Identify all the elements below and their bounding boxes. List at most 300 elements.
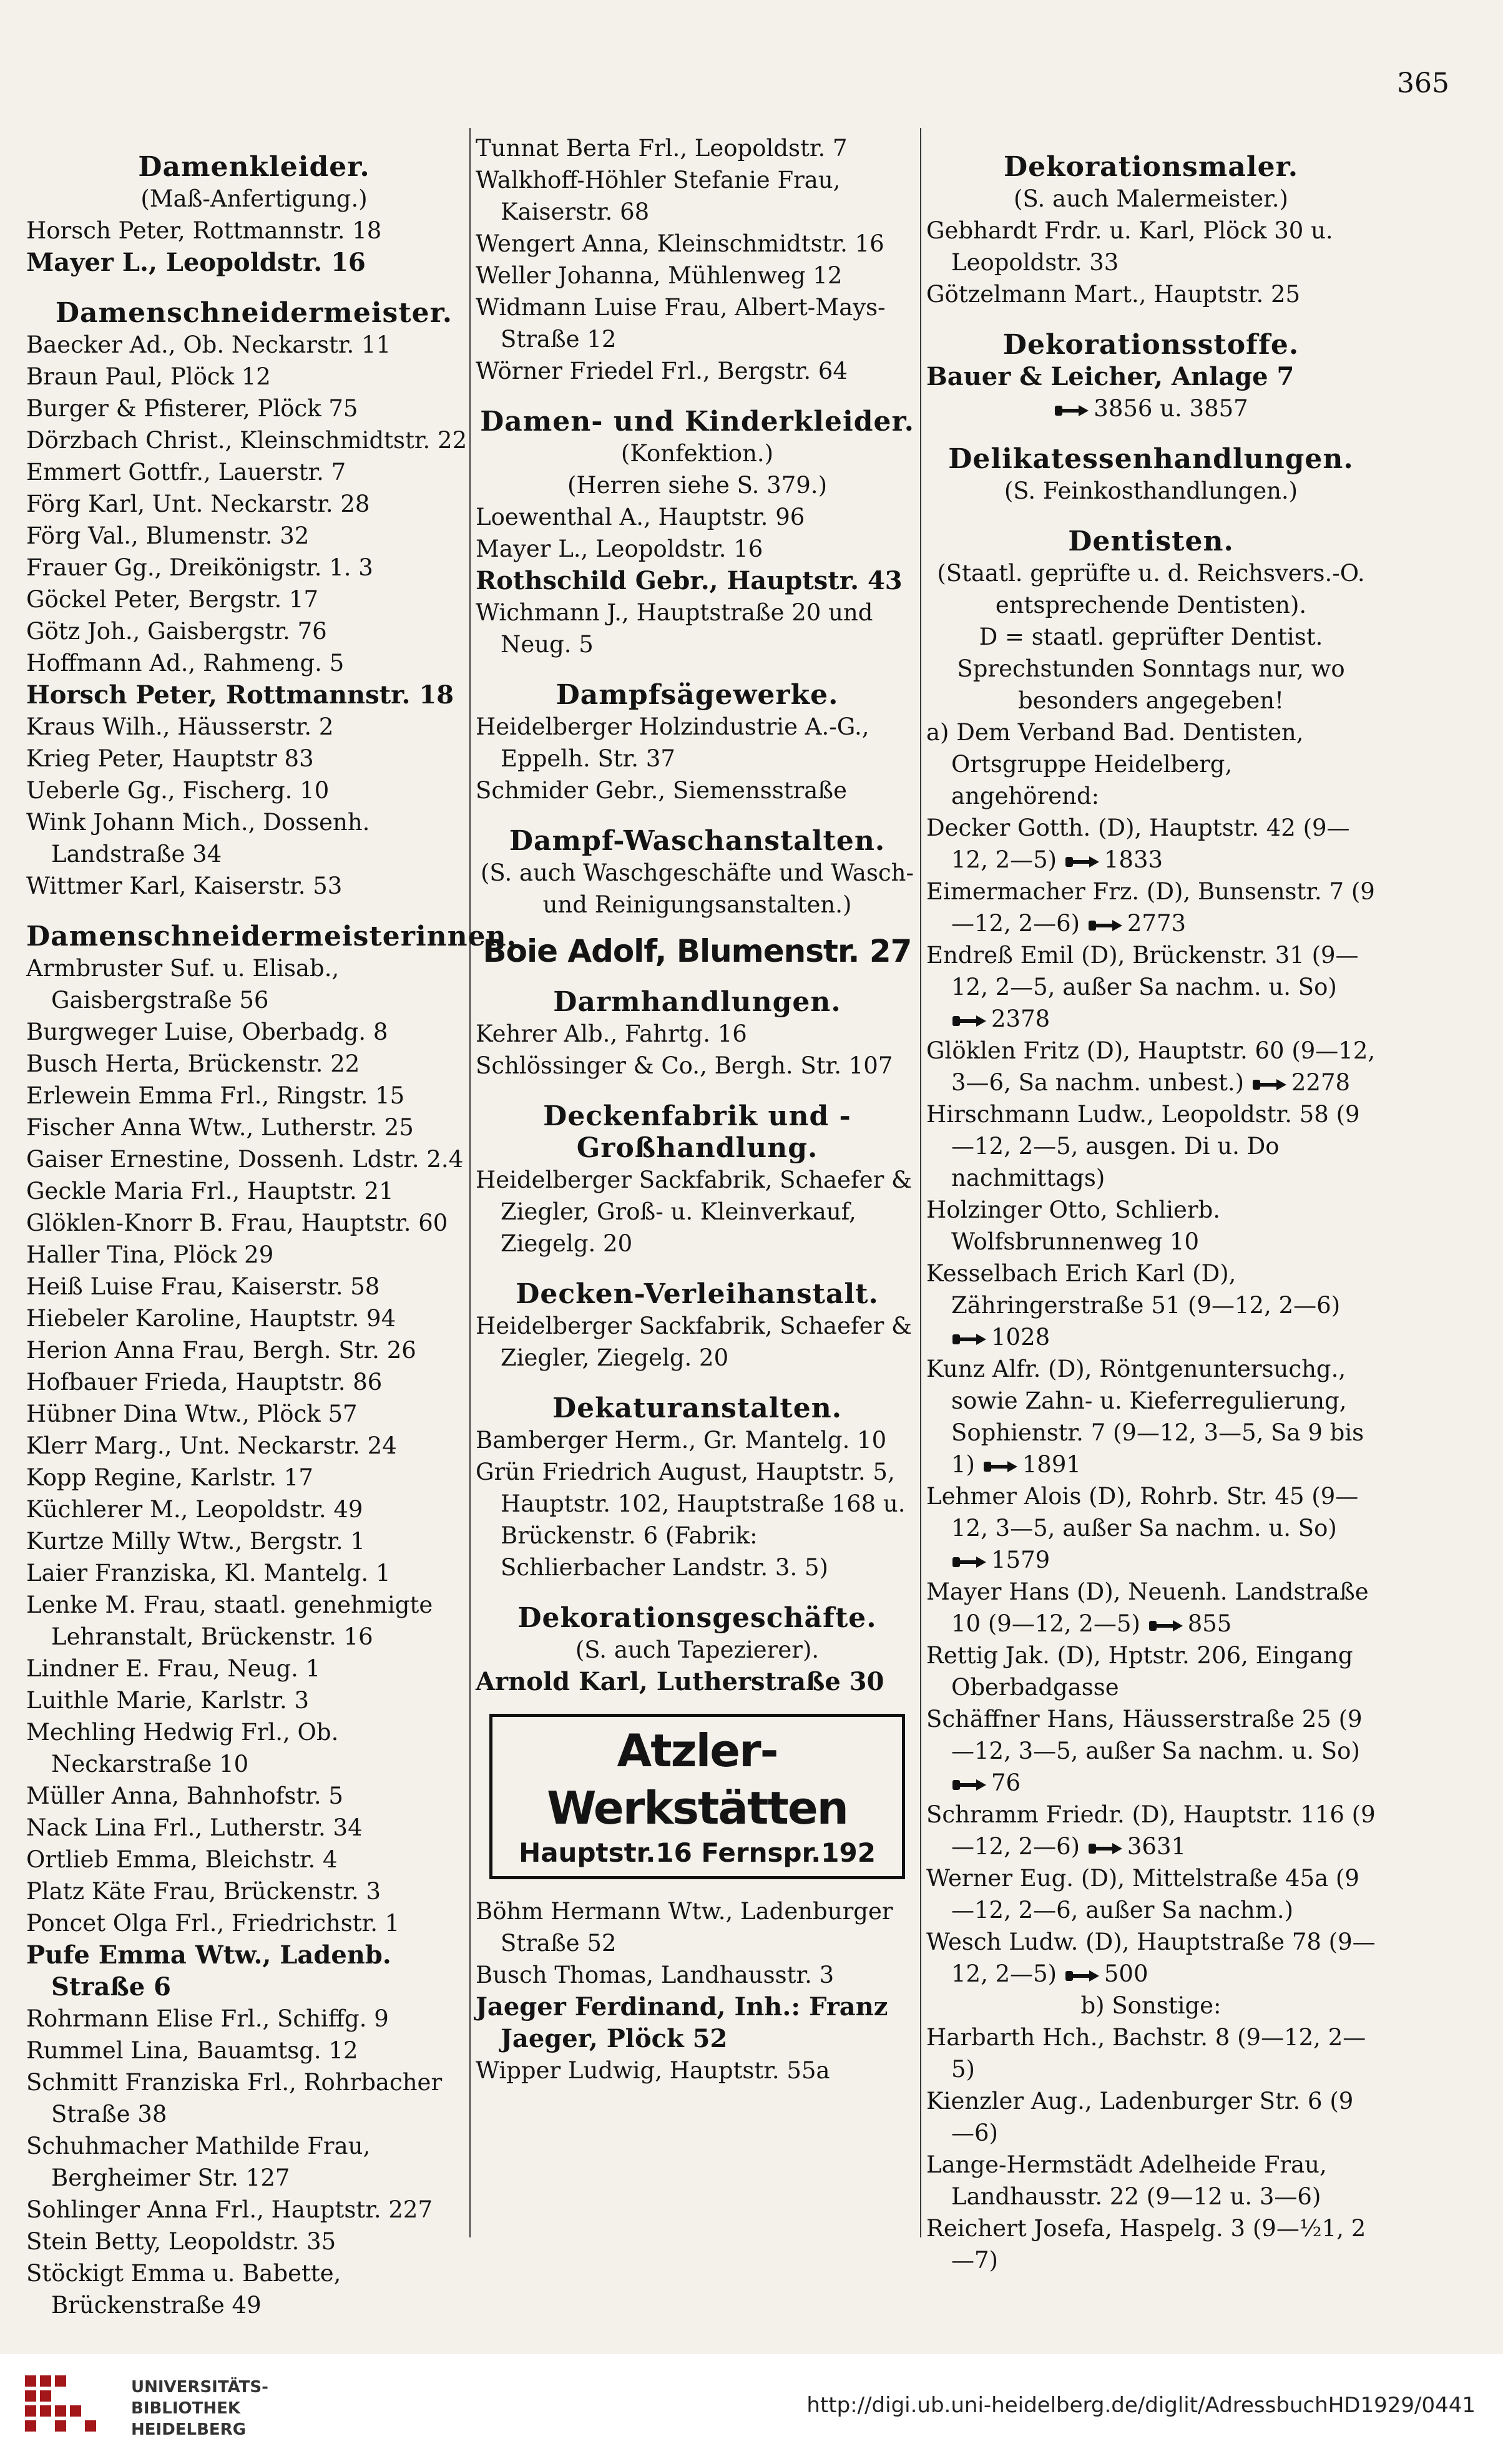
phone-number [1251, 1069, 1350, 1096]
directory-entry [476, 260, 919, 291]
entry-text: Stein Betty, Leopoldstr. 35 [26, 2228, 336, 2255]
directory-entry [26, 1303, 482, 1334]
logo-line: BIBLIOTHEK [131, 2399, 241, 2418]
directory-entry-bold [476, 1666, 919, 1698]
section-heading [926, 443, 1376, 475]
phone-number [1064, 846, 1163, 873]
directory-entry [26, 1080, 482, 1112]
phone-number-text: 2773 [1127, 910, 1187, 937]
phone-number-text: 1579 [991, 1547, 1050, 1573]
entry-text: Heidelberger Holzindustrie A.-G., Eppelh. Str. 37 [476, 713, 869, 772]
section-heading-text: Deckenfabrik und -Großhandlung. [543, 1100, 851, 1164]
entry-text: Braun Paul, Plöck 12 [26, 363, 271, 390]
directory-entry [926, 1703, 1376, 1799]
directory-entry [476, 291, 919, 355]
directory-entry [476, 1895, 919, 1959]
section-heading [26, 297, 482, 329]
entry-text: Wengert Anna, Kleinschmidtstr. 16 [476, 230, 884, 257]
directory-entry [26, 1684, 482, 1716]
logo-line: UNIVERSITÄTS- [131, 2378, 268, 2397]
entry-text: Schuhmacher Mathilde Frau, Bergheimer Str. 127 [26, 2133, 371, 2191]
entry-text: Endreß Emil (D), Brückenstr. 31 (9—12, 2—5, außer Sa nachm. u. So) [926, 942, 1359, 1000]
section-heading [476, 1602, 919, 1634]
directory-entry [476, 2055, 919, 2086]
section-heading-text: Darmhandlungen. [553, 986, 841, 1018]
directory-entry [26, 1780, 482, 1812]
directory-entry [26, 1016, 482, 1048]
entry-text: Emmert Gottfr., Lauerstr. 7 [26, 459, 346, 486]
entry-text: Kehrer Alb., Fahrtg. 16 [476, 1020, 747, 1047]
directory-entry [26, 1557, 482, 1589]
section-note [926, 183, 1376, 215]
directory-entry [926, 812, 1376, 876]
section-note-text: (Maß-Anfertigung.) [140, 185, 368, 212]
telephone-icon [951, 1014, 987, 1028]
telephone-icon [1054, 404, 1090, 418]
entry-text: Schmider Gebr., Siemensstraße [476, 777, 847, 804]
directory-entry [26, 2257, 482, 2321]
entry-text: Wipper Ludwig, Hauptstr. 55a [476, 2057, 830, 2084]
entry-text: Müller Anna, Bahnhofstr. 5 [26, 1782, 343, 1809]
directory-entry [26, 2130, 482, 2194]
section-heading [476, 986, 919, 1018]
entry-text: Schlössinger & Co., Bergh. Str. 107 [476, 1052, 893, 1079]
directory-entry [26, 520, 482, 552]
directory-column-middle [476, 132, 919, 2086]
section-heading-text: Dekorationsstoffe. [1002, 329, 1300, 361]
section-note [926, 557, 1376, 621]
directory-entry [926, 716, 1376, 812]
directory-entry [26, 2066, 482, 2130]
telephone-icon [951, 1332, 987, 1346]
entry-text: Eimermacher Frz. (D), Bunsenstr. 7 (9—12, 2—6) [926, 878, 1375, 937]
section-note [926, 1990, 1376, 2022]
entry-text: Kunz Alfr. (D), Röntgenuntersuchg., sowie Zahn- u. Kieferregulierung, Sophienstr. 7 (9—12, 3—5, Sa 9 bis 1) [926, 1356, 1364, 1478]
entry-text: Busch Thomas, Landhausstr. 3 [476, 1962, 835, 1988]
directory-entry [26, 1462, 482, 1494]
directory-entry [26, 393, 482, 424]
directory-entry [476, 533, 919, 565]
advertisement-line [476, 933, 919, 969]
section-note [476, 857, 919, 921]
entry-text: Glöklen-Knorr B. Frau, Hauptstr. 60 [26, 1210, 448, 1236]
entry-text: Horsch Peter, Rottmannstr. 18 [26, 217, 382, 244]
phone-number [1087, 910, 1186, 937]
directory-entry [26, 2035, 482, 2066]
entry-text: Poncet Olga Frl., Friedrichstr. 1 [26, 1910, 400, 1937]
entry-text: Glöklen Fritz (D), Hauptstr. 60 (9—12, 3—6, Sa nachm. unbest.) [926, 1037, 1376, 1096]
directory-entry [26, 775, 482, 806]
entry-text: Bauer & Leicher, Anlage 7 [926, 362, 1295, 391]
phone-number-text: 1833 [1104, 846, 1163, 873]
section-heading-text: Damenkleider. [138, 151, 370, 183]
entry-text: Mechling Hedwig Frl., Ob. Neckarstraße 10 [26, 1719, 339, 1777]
entry-text: Baecker Ad., Ob. Neckarstr. 11 [26, 331, 391, 358]
entry-text: Ueberle Gg., Fischerg. 10 [26, 777, 330, 804]
section-heading [476, 825, 919, 857]
entry-text: Ortlieb Emma, Bleichstr. 4 [26, 1846, 338, 1873]
phone-number-text: 1028 [991, 1324, 1050, 1351]
entry-text: Lehmer Alois (D), Rohrb. Str. 45 (9—12, 3—5, außer Sa nachm. u. So) [926, 1483, 1359, 1542]
directory-entry [476, 597, 919, 660]
entry-text: Götzelmann Mart., Hauptstr. 25 [926, 281, 1301, 308]
directory-entry [26, 711, 482, 743]
entry-text: Burger & Pfisterer, Plöck 75 [26, 395, 358, 422]
entry-text: Wink Johann Mich., Dossenh. Landstraße 34 [26, 809, 370, 868]
entry-text: Platz Käte Frau, Brückenstr. 3 [26, 1878, 381, 1905]
directory-entry [26, 1812, 482, 1844]
section-note [476, 1634, 919, 1666]
section-heading [26, 151, 482, 183]
directory-entry [476, 164, 919, 228]
entry-text: Luithle Marie, Karlstr. 3 [26, 1687, 310, 1714]
entry-text: Widmann Luise Frau, Albert-Mays-Straße 12 [476, 294, 886, 353]
directory-entry [26, 361, 482, 393]
directory-entry [476, 132, 919, 164]
entry-text: Kopp Regine, Karlstr. 17 [26, 1464, 313, 1491]
directory-entry [26, 1716, 482, 1780]
entry-text: Heidelberger Sackfabrik, Schaefer & Ziegler, Ziegelg. 20 [476, 1313, 912, 1371]
directory-entry [476, 1424, 919, 1456]
directory-entry [476, 711, 919, 775]
directory-entry [926, 1098, 1376, 1194]
entry-text: Kesselbach Erich Karl (D), Zähringerstraße 51 (9—12, 2—6) [926, 1260, 1341, 1319]
entry-text: Förg Karl, Unt. Neckarstr. 28 [26, 491, 370, 517]
entry-text: Wörner Friedel Frl., Bergstr. 64 [476, 358, 848, 384]
entry-text: Herion Anna Frau, Bergh. Str. 26 [26, 1337, 416, 1364]
directory-entry [926, 215, 1376, 278]
entry-text: Krieg Peter, Hauptstr 83 [26, 745, 314, 772]
advertisement-text: Boie Adolf, Blumenstr. 27 [482, 933, 912, 969]
directory-entry [476, 1050, 919, 1082]
entry-text: Pufe Emma Wtw., Ladenb. Straße 6 [26, 1940, 391, 2002]
entry-text: Wesch Ludw. (D), Hauptstraße 78 (9—12, 2—5) [926, 1929, 1376, 1987]
section-note-text: Sprechstunden Sonntags nur, wo besonders angegeben! [957, 655, 1345, 714]
entry-text: Schäffner Hans, Häusserstraße 25 (9—12, 3—5, außer Sa nachm. u. So) [926, 1706, 1363, 1764]
entry-text: Lenke M. Frau, staatl. genehmigte Lehranstalt, Brückenstr. 16 [26, 1591, 433, 1650]
directory-entry [26, 1271, 482, 1303]
section-note [926, 621, 1376, 653]
entry-text: Loewenthal A., Hauptstr. 96 [476, 504, 805, 530]
advertisement-box [489, 1714, 905, 1879]
entry-text: Tunnat Berta Frl., Leopoldstr. 7 [476, 135, 848, 162]
directory-entry [926, 1480, 1376, 1576]
phone-number-text: 3631 [1127, 1833, 1187, 1860]
directory-entry [26, 647, 482, 679]
phone-number [982, 1451, 1081, 1478]
entry-text: Walkhoff-Höhler Stefanie Frau, Kaiserstr. 68 [476, 167, 841, 225]
directory-entry [26, 1334, 482, 1366]
section-note-text: b) Sonstige: [1080, 1992, 1221, 2019]
entry-text: Sohlinger Anna Frl., Hauptstr. 227 [26, 2196, 433, 2223]
directory-entry [926, 1353, 1376, 1480]
entry-text: Küchlerer M., Leopoldstr. 49 [26, 1496, 363, 1523]
directory-column-left [26, 132, 517, 2321]
entry-text: Werner Eug. (D), Mittelstraße 45a (9—12, 2—6, außer Sa nachm.) [926, 1865, 1359, 1924]
directory-entry [26, 1175, 482, 1207]
directory-entry [476, 1164, 919, 1259]
phone-line [926, 393, 1376, 424]
directory-entry [26, 743, 482, 775]
section-heading-text: Dekorationsmaler. [1003, 151, 1299, 183]
section-heading [476, 406, 919, 438]
entry-text: Kraus Wilh., Häusserstr. 2 [26, 713, 334, 740]
section-heading [476, 679, 919, 711]
section-note [26, 183, 482, 215]
entry-text: Geckle Maria Frl., Hauptstr. 21 [26, 1178, 394, 1205]
directory-entry [26, 1589, 482, 1653]
phone-number-text: 2378 [991, 1005, 1050, 1032]
column-rule [920, 128, 921, 2237]
section-heading [926, 329, 1376, 361]
section-note-text: (S. auch Tapezierer). [575, 1636, 820, 1663]
directory-entry [926, 1258, 1376, 1353]
section-note-text: (Konfektion.) [620, 440, 774, 467]
entry-text: a) Dem Verband Bad. Dentisten, Ortsgruppe Heidelberg, angehörend: [926, 719, 1304, 809]
section-heading-text: Damenschneidermeister. [55, 297, 453, 329]
advertisement-title: Atzler-Werkstätten [547, 1724, 848, 1834]
entry-text: Mayer L., Leopoldstr. 16 [26, 248, 366, 277]
phone-number-text: 1891 [1022, 1451, 1081, 1478]
directory-entry [26, 329, 482, 361]
directory-entry-bold [26, 679, 482, 711]
section-heading [476, 1392, 919, 1424]
directory-entry [26, 2003, 482, 2035]
entry-text: Rohrmann Elise Frl., Schiffg. 9 [26, 2005, 389, 2032]
directory-entry-bold [476, 565, 919, 597]
directory-entry [926, 939, 1376, 1035]
directory-entry [476, 1018, 919, 1050]
phone-number-text: 500 [1104, 1960, 1148, 1987]
entry-text: Grün Friedrich August, Hauptstr. 5, Hauptstr. 102, Hauptstraße 168 u. Brückenstr. 6 (Fabrik: Schlierbacher Landstr. 3. 5) [476, 1459, 906, 1581]
directory-entry [926, 1194, 1376, 1258]
entry-text: Wittmer Karl, Kaiserstr. 53 [26, 873, 343, 899]
directory-entry [926, 1035, 1376, 1098]
directory-entry-bold [26, 1939, 482, 2003]
directory-entry [26, 1366, 482, 1398]
entry-text: Rothschild Gebr., Hauptstr. 43 [476, 566, 903, 595]
directory-entry [476, 501, 919, 533]
telephone-icon [1148, 1619, 1184, 1633]
directory-entry [476, 355, 919, 387]
directory-entry [26, 1048, 482, 1080]
entry-text: Reichert Josefa, Haspelg. 3 (9—½1, 2—7) [926, 2215, 1366, 2274]
section-note [476, 438, 919, 469]
section-heading-text: Decken-Verleihanstalt. [516, 1278, 879, 1310]
entry-text: Gebhardt Frdr. u. Karl, Plöck 30 u. Leopoldstr. 33 [926, 217, 1333, 276]
entry-text: Burgweger Luise, Oberbadg. 8 [26, 1019, 388, 1045]
directory-entry [26, 1844, 482, 1875]
directory-entry [926, 2022, 1376, 2085]
entry-text: Dörzbach Christ., Kleinschmidtstr. 22 [26, 427, 468, 454]
directory-entry [926, 1576, 1376, 1640]
directory-entry [26, 1239, 482, 1271]
section-heading-text: Dampfsägewerke. [556, 679, 839, 711]
directory-entry [26, 456, 482, 488]
directory-entry-bold [26, 247, 482, 278]
entry-text: Heiß Luise Frau, Kaiserstr. 58 [26, 1273, 380, 1300]
entry-text: Hirschmann Ludw., Leopoldstr. 58 (9—12, 2—5, ausgen. Di u. Do nachmittags) [926, 1101, 1360, 1191]
telephone-icon [1064, 855, 1100, 869]
entry-text: Hiebeler Karoline, Hauptstr. 94 [26, 1305, 396, 1332]
directory-entry [926, 1862, 1376, 1926]
section-heading [926, 151, 1376, 183]
telephone-icon [1087, 1842, 1124, 1855]
entry-text: Mayer L., Leopoldstr. 16 [476, 535, 763, 562]
entry-text: Bamberger Herm., Gr. Mantelg. 10 [476, 1427, 887, 1454]
section-note-text: D = staatl. geprüfter Dentist. [979, 623, 1323, 650]
entry-text: Nack Lina Frl., Lutherstr. 34 [26, 1814, 363, 1841]
section-note-text: (S. auch Waschgeschäfte und Wasch- und Reinigungsanstalten.) [480, 859, 914, 918]
directory-entry [26, 1207, 482, 1239]
section-note [926, 475, 1376, 507]
directory-entry [926, 2085, 1376, 2149]
section-heading-text: Dekaturanstalten. [552, 1392, 843, 1424]
directory-column-right [926, 132, 1376, 2276]
directory-entry-bold [476, 1991, 919, 2055]
directory-entry [926, 1799, 1376, 1862]
directory-entry [476, 1959, 919, 1991]
directory-entry [26, 2226, 482, 2257]
telephone-icon [1087, 919, 1124, 932]
directory-entry [26, 1494, 482, 1525]
library-footer [0, 2354, 1503, 2464]
section-heading [476, 1278, 919, 1310]
entry-text: Rummel Lina, Bauamtsg. 12 [26, 2037, 358, 2064]
phone-number [1148, 1610, 1232, 1637]
directory-entry [926, 2212, 1376, 2276]
directory-entry [26, 1398, 482, 1430]
entry-text: Laier Franziska, Kl. Mantelg. 1 [26, 1560, 391, 1586]
entry-text: Weller Johanna, Mühlenweg 12 [476, 262, 843, 289]
entry-text: Mayer Hans (D), Neuenh. Landstraße 10 (9—12, 2—5) [926, 1578, 1369, 1637]
entry-text: Lange-Hermstädt Adelheide Frau, Landhausstr. 22 (9—12 u. 3—6) [926, 2151, 1327, 2210]
directory-entry [26, 584, 482, 615]
entry-text: Decker Gotth. (D), Hauptstr. 42 (9—12, 2—5) [926, 814, 1350, 873]
university-library-logo-icon [19, 2369, 125, 2444]
section-heading-text: Dampf-Waschanstalten. [509, 825, 886, 857]
entry-text: Kienzler Aug., Ladenburger Str. 6 (9—6) [926, 2088, 1354, 2146]
directory-entry [26, 870, 482, 902]
entry-text: Heidelberger Sackfabrik, Schaefer & Ziegler, Groß- u. Kleinverkauf, Ziegelg. 20 [476, 1166, 912, 1257]
directory-entry [26, 215, 482, 247]
section-note [926, 653, 1376, 716]
entry-text: Busch Herta, Brückenstr. 22 [26, 1050, 360, 1077]
directory-entry [476, 775, 919, 806]
section-note-text: (Staatl. geprüfte u. d. Reichsvers.-O. entsprechende Dentisten). [937, 560, 1365, 618]
entry-text: Hofbauer Frieda, Hauptstr. 86 [26, 1369, 383, 1396]
section-heading-text: Dekorationsgeschäfte. [517, 1602, 877, 1634]
entry-text: Böhm Hermann Wtw., Ladenburger Straße 52 [476, 1898, 893, 1957]
entry-text: Götz Joh., Gaisbergstr. 76 [26, 618, 327, 645]
section-heading-text: Damen- und Kinderkleider. [480, 406, 914, 438]
phone-number [951, 1324, 1050, 1351]
phone-number-text: 855 [1187, 1610, 1232, 1637]
directory-entry [926, 278, 1376, 310]
entry-text: Hoffmann Ad., Rahmeng. 5 [26, 650, 345, 677]
logo-line: HEIDELBERG [131, 2420, 247, 2439]
directory-entry [26, 1143, 482, 1175]
directory-entry [926, 1640, 1376, 1703]
section-note-text: (S. Feinkosthandlungen.) [1004, 477, 1298, 504]
advertisement-subtitle: Hauptstr.16 Fernspr.192 [519, 1837, 876, 1868]
telephone-icon [951, 1555, 987, 1569]
directory-entry [926, 2149, 1376, 2212]
telephone-icon [1064, 1969, 1100, 1983]
entry-text: Förg Val., Blumenstr. 32 [26, 522, 310, 549]
entry-text: Erlewein Emma Frl., Ringstr. 15 [26, 1082, 405, 1109]
entry-text: Wichmann J., Hauptstraße 20 und Neug. 5 [476, 599, 873, 658]
entry-text: Lindner E. Frau, Neug. 1 [26, 1655, 321, 1682]
entry-text: Holzinger Otto, Schlierb. Wolfsbrunnenweg 10 [926, 1196, 1221, 1255]
telephone-icon [1251, 1078, 1288, 1092]
phone-number-text: 2278 [1291, 1069, 1351, 1096]
directory-entry [26, 1907, 482, 1939]
phone-number [951, 1005, 1050, 1032]
section-heading [476, 1100, 919, 1164]
entry-text: Armbruster Suf. u. Elisab., Gaisbergstraße 56 [26, 955, 340, 1014]
section-note-text: (Herren siehe S. 379.) [567, 472, 828, 499]
entry-text: Haller Tina, Plöck 29 [26, 1241, 274, 1268]
section-heading-text: Dentisten. [1068, 526, 1234, 557]
directory-entry [26, 552, 482, 584]
section-heading [26, 921, 517, 952]
directory-entry [926, 876, 1376, 939]
entry-text: Klerr Marg., Unt. Neckarstr. 24 [26, 1432, 397, 1459]
source-url-link[interactable]: http://digi.ub.uni-heidelberg.de/diglit/AdressbuchHD1929/0441 [806, 2393, 1476, 2418]
directory-entry [476, 1456, 919, 1583]
section-note [476, 469, 919, 501]
directory-entry [476, 228, 919, 260]
directory-entry [26, 1653, 482, 1684]
phone-number-text: 76 [991, 1769, 1021, 1796]
entry-text: Rettig Jak. (D), Hptstr. 206, Eingang Oberbadgasse [926, 1642, 1353, 1701]
directory-entry [26, 488, 482, 520]
entry-text: Fischer Anna Wtw., Lutherstr. 25 [26, 1114, 414, 1141]
directory-entry-bold [926, 361, 1376, 393]
phone-number: 3856 u. 3857 [1094, 395, 1248, 422]
phone-number [951, 1769, 1021, 1796]
entry-text: Horsch Peter, Rottmannstr. 18 [26, 680, 454, 710]
directory-entry [26, 1875, 482, 1907]
phone-number [951, 1547, 1050, 1573]
directory-entry [26, 424, 482, 456]
entry-text: Arnold Karl, Lutherstraße 30 [476, 1667, 884, 1696]
entry-text: Jaeger Ferdinand, Inh.: Franz Jaeger, Plöck 52 [476, 1992, 888, 2053]
entry-text: Kurtze Milly Wtw., Bergstr. 1 [26, 1528, 365, 1555]
section-heading-text: Delikatessenhandlungen. [948, 443, 1354, 475]
entry-text: Frauer Gg., Dreikönigstr. 1. 3 [26, 554, 373, 581]
directory-entry [26, 1525, 482, 1557]
telephone-icon [982, 1460, 1019, 1474]
directory-entry [26, 806, 482, 870]
directory-entry [26, 2194, 482, 2226]
directory-entry [26, 1112, 482, 1143]
directory-entry [26, 952, 482, 1016]
entry-text: Hübner Dina Wtw., Plöck 57 [26, 1401, 358, 1427]
entry-text: Göckel Peter, Bergstr. 17 [26, 586, 319, 613]
entry-text: Gaiser Ernestine, Dossenh. Ldstr. 2.4 [26, 1146, 464, 1173]
telephone-icon [951, 1778, 987, 1792]
entry-text: Harbarth Hch., Bachstr. 8 (9—12, 2—5) [926, 2024, 1366, 2083]
entry-text: Stöckigt Emma u. Babette, Brückenstraße 49 [26, 2260, 341, 2319]
section-heading [926, 526, 1376, 557]
directory-entry [476, 1310, 919, 1374]
phone-number [1087, 1833, 1186, 1860]
phone-number [1064, 1960, 1148, 1987]
section-heading-text: Damenschneidermeisterinnen. [26, 921, 517, 952]
entry-text: Schmitt Franziska Frl., Rohrbacher Straße 38 [26, 2069, 443, 2128]
